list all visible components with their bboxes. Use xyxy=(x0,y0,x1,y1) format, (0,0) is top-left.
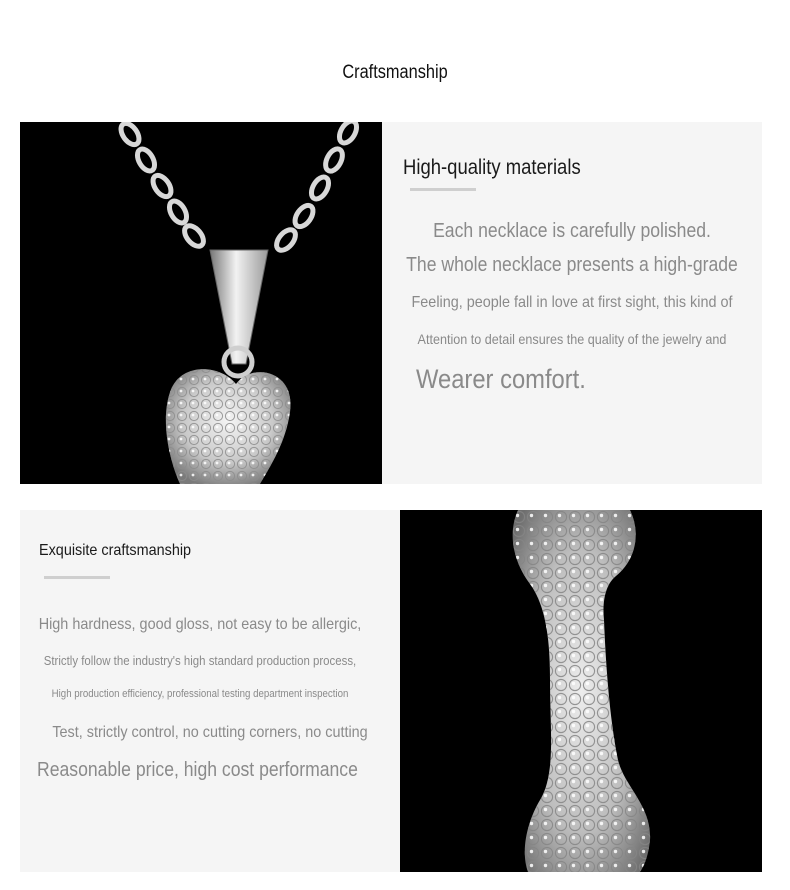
craftsmanship-line-5: Reasonable price, high cost performance xyxy=(37,759,358,781)
materials-heading: High-quality materials xyxy=(403,156,581,179)
materials-line-2: The whole necklace presents a high-grade xyxy=(406,254,738,276)
materials-line-4: Attention to detail ensures the quality of the jewelry and xyxy=(417,331,727,347)
materials-line-3: Feeling, people fall in love at first sight, this kind of xyxy=(411,294,733,311)
pendant-closeup-photo xyxy=(400,510,762,872)
heading-underline xyxy=(410,188,476,191)
heart-pendant-image xyxy=(20,122,382,484)
bone-pendant-image xyxy=(400,510,762,872)
materials-line-1: Each necklace is carefully polished. xyxy=(433,220,711,242)
materials-panel xyxy=(382,122,762,484)
materials-line-5: Wearer comfort. xyxy=(416,364,586,394)
heading-underline xyxy=(44,576,110,579)
craftsmanship-heading: Exquisite craftsmanship xyxy=(39,542,192,559)
craftsmanship-line-3: High production efficiency, professional testing department inspection xyxy=(51,688,349,700)
craftsmanship-line-4: Test, strictly control, no cutting corners, no cutting xyxy=(52,724,368,741)
page-title: Craftsmanship xyxy=(342,62,448,83)
craftsmanship-line-1: High hardness, good gloss, not easy to be allergic, xyxy=(38,616,362,633)
necklace-pendant-photo xyxy=(20,122,382,484)
craftsmanship-panel xyxy=(20,510,400,872)
craftsmanship-line-2: Strictly follow the industry's high standard production process, xyxy=(43,653,357,668)
